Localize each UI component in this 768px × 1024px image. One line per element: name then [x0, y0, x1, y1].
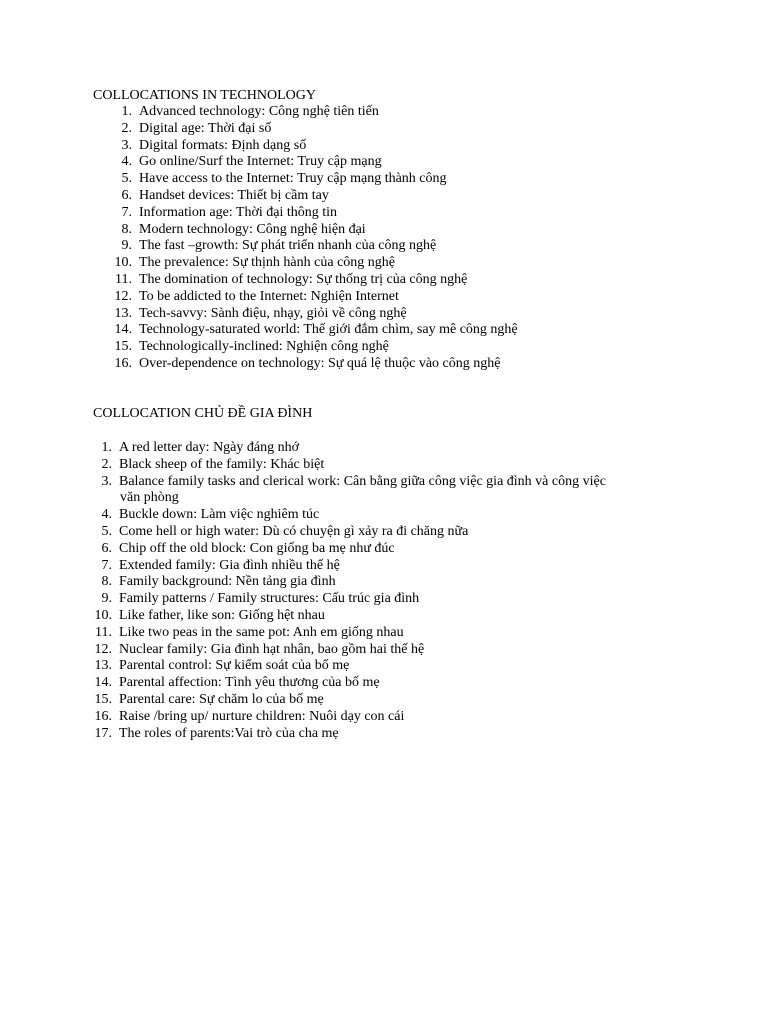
- family-item-main-text: Family background: Nền tảng gia đình: [119, 574, 336, 590]
- tech-item-main-text: Modern technology: Công nghệ hiện đại: [139, 221, 366, 237]
- tech-collocation-list: [112, 104, 712, 373]
- family-list-item: [94, 591, 694, 608]
- family-item-text: [119, 709, 404, 726]
- family-item-text: [119, 675, 380, 692]
- family-list-item: [94, 574, 694, 591]
- family-list-item: [94, 541, 694, 558]
- family-item-text: [119, 558, 340, 575]
- family-item-number: 16.: [94, 708, 112, 724]
- tech-item-number: 10.: [114, 255, 132, 271]
- family-item-main-text: A red letter day: Ngày đáng nhớ: [119, 440, 300, 455]
- tech-list-item: [112, 171, 712, 188]
- family-item-main-text: Extended family: Gia đình nhiều thế hệ: [119, 557, 340, 573]
- family-list-item: [94, 675, 694, 692]
- tech-item-main-text: The domination of technology: Sự thống trị của công nghệ: [139, 271, 468, 287]
- tech-item-number: 2.: [121, 120, 132, 136]
- tech-list-item: [112, 238, 712, 255]
- family-list-item: [94, 709, 694, 726]
- family-item-number: 7.: [101, 557, 112, 573]
- family-item-number: 12.: [94, 641, 112, 657]
- family-item-main-text: Raise /bring up/ nurture children: Nuôi dạy con cái: [119, 708, 405, 724]
- tech-item-number: 3.: [121, 137, 132, 153]
- family-item-number: 13.: [94, 658, 112, 674]
- tech-item-text: [139, 339, 389, 356]
- tech-item-number: 16.: [114, 355, 132, 371]
- tech-item-number: 6.: [121, 187, 132, 203]
- tech-item-number: 4.: [121, 154, 132, 170]
- tech-item-main-text: The fast –growth: Sự phát triển nhanh của công nghệ: [139, 238, 437, 254]
- family-item-text: [119, 440, 299, 457]
- family-item-text: [119, 457, 324, 474]
- family-item-number: 8.: [101, 574, 112, 590]
- tech-item-main-text: The prevalence: Sự thịnh hành của công nghệ: [139, 255, 395, 271]
- tech-item-main-text: Technology-saturated world: Thế giới đắm chìm, say mê công nghệ: [139, 322, 518, 338]
- tech-list-item: [112, 205, 712, 222]
- family-item-text: [119, 625, 404, 642]
- tech-item-main-text: Have access to the Internet: Truy cập mạng thành công: [139, 171, 447, 187]
- family-item-number: 15.: [94, 691, 112, 707]
- family-list-item: [94, 558, 694, 575]
- tech-item-text: [139, 121, 271, 138]
- tech-item-number: 14.: [114, 322, 132, 338]
- family-item-text: [119, 658, 349, 675]
- family-item-continuation-text: văn phòng: [120, 490, 179, 506]
- tech-item-text: [139, 171, 447, 188]
- tech-item-text: [139, 255, 395, 272]
- family-item-main-text: Parental care: Sự chăm lo của bố mẹ: [119, 691, 324, 707]
- tech-list-item: [112, 339, 712, 356]
- tech-list-item: [112, 188, 712, 205]
- tech-list-item: [112, 255, 712, 272]
- tech-item-main-text: Technologically-inclined: Nghiện công nghệ: [139, 339, 389, 355]
- family-item-text: [119, 642, 424, 659]
- tech-list-item: [112, 356, 712, 373]
- family-item-main-text: The roles of parents:Vai trò của cha mẹ: [119, 725, 339, 741]
- tech-item-main-text: Go online/Surf the Internet: Truy cập mạng: [139, 154, 382, 170]
- family-item-text: [119, 692, 324, 709]
- tech-item-text: [139, 188, 329, 205]
- family-item-main-text: Balance family tasks and clerical work: Cân bằng giữa công việc gia đình và công việc: [119, 473, 606, 489]
- family-list-item: [94, 457, 694, 474]
- tech-item-text: [139, 356, 500, 373]
- family-section-heading: COLLOCATION CHỦ ĐỀ GIA ĐÌNH: [93, 406, 313, 421]
- tech-item-text: [139, 306, 407, 323]
- tech-list-item: [112, 306, 712, 323]
- tech-list-item: [112, 121, 712, 138]
- tech-item-text: [139, 222, 366, 239]
- family-list-item: [94, 507, 694, 524]
- family-list-item: [94, 692, 694, 709]
- tech-item-text: [139, 272, 467, 289]
- family-item-main-text: Come hell or high water: Dù có chuyện gì xảy ra đi chăng nữa: [119, 523, 469, 539]
- tech-item-number: 9.: [121, 238, 132, 254]
- tech-list-item: [112, 289, 712, 306]
- family-list-item-continuation: [94, 490, 694, 507]
- tech-item-text: [139, 104, 379, 121]
- family-list-item: [94, 658, 694, 675]
- family-list-item: [94, 474, 694, 491]
- family-item-number: 2.: [101, 456, 112, 472]
- family-item-text: [119, 574, 336, 591]
- tech-item-number: 11.: [115, 271, 132, 287]
- family-item-number: 9.: [101, 591, 112, 607]
- tech-item-text: [139, 238, 436, 255]
- family-item-text: [119, 541, 395, 558]
- tech-list-item: [112, 222, 712, 239]
- family-item-text: [119, 524, 468, 541]
- family-collocation-list: [94, 440, 694, 742]
- tech-item-main-text: Digital age: Thời đại số: [139, 120, 272, 136]
- tech-item-main-text: To be addicted to the Internet: Nghiện Internet: [139, 288, 399, 304]
- tech-item-number: 13.: [114, 305, 132, 321]
- family-item-number: 3.: [101, 473, 112, 489]
- family-item-main-text: Black sheep of the family: Khác biệt: [119, 456, 325, 472]
- tech-item-main-text: Over-dependence on technology: Sự quá lệ thuộc vào công nghệ: [139, 355, 501, 371]
- family-item-main-text: Like two peas in the same pot: Anh em giống nhau: [119, 624, 404, 640]
- tech-item-text: [139, 205, 337, 222]
- tech-list-item: [112, 104, 712, 121]
- tech-list-item: [112, 154, 712, 171]
- family-list-item: [94, 440, 694, 457]
- family-item-number: 1.: [101, 440, 112, 455]
- tech-section-heading: COLLOCATIONS IN TECHNOLOGY: [93, 88, 316, 103]
- tech-item-number: 8.: [121, 221, 132, 237]
- tech-item-number: 1.: [121, 104, 132, 119]
- tech-item-number: 12.: [114, 288, 132, 304]
- family-item-number: 6.: [101, 540, 112, 556]
- family-item-main-text: Family patterns / Family structures: Cấu trúc gia đình: [119, 591, 420, 607]
- family-item-text: [119, 474, 606, 491]
- family-item-number: 17.: [94, 725, 112, 741]
- tech-item-text: [139, 138, 306, 155]
- family-list-item: [94, 524, 694, 541]
- family-item-number: 10.: [94, 607, 112, 623]
- tech-item-text: [139, 154, 382, 171]
- family-item-main-text: Nuclear family: Gia đình hạt nhân, bao gồm hai thế hệ: [119, 641, 425, 657]
- tech-item-text: [139, 322, 518, 339]
- family-item-number: 14.: [94, 675, 112, 691]
- tech-item-main-text: Handset devices: Thiết bị cầm tay: [139, 187, 329, 203]
- family-list-item: [94, 642, 694, 659]
- family-item-text: [119, 608, 325, 625]
- tech-item-main-text: Digital formats: Định dạng số: [139, 137, 307, 153]
- tech-item-number: 5.: [121, 171, 132, 187]
- tech-item-main-text: Advanced technology: Công nghệ tiên tiến: [139, 104, 379, 119]
- family-item-main-text: Parental control: Sự kiểm soát của bố mẹ: [119, 658, 350, 674]
- family-item-number: 4.: [101, 507, 112, 523]
- tech-item-main-text: Information age: Thời đại thông tin: [139, 204, 338, 220]
- tech-list-item: [112, 138, 712, 155]
- family-item-main-text: Parental affection: Tình yêu thương của bố mẹ: [119, 675, 380, 691]
- family-list-item: [94, 625, 694, 642]
- family-list-item: [94, 608, 694, 625]
- family-item-main-text: Buckle down: Làm việc nghiêm túc: [119, 507, 320, 523]
- family-item-main-text: Chip off the old block: Con giống ba mẹ như đúc: [119, 540, 395, 556]
- family-item-text: [119, 507, 319, 524]
- tech-list-item: [112, 322, 712, 339]
- family-item-text: [119, 591, 419, 608]
- tech-list-item: [112, 272, 712, 289]
- tech-item-number: 7.: [121, 204, 132, 220]
- tech-item-number: 15.: [114, 339, 132, 355]
- family-item-main-text: Like father, like son: Giống hệt nhau: [119, 607, 325, 623]
- family-list-item: [94, 726, 694, 743]
- tech-item-main-text: Tech-savvy: Sành điệu, nhạy, giỏi về công nghệ: [139, 305, 407, 321]
- family-item-text: [119, 726, 339, 743]
- family-item-number: 11.: [95, 624, 112, 640]
- tech-item-text: [139, 289, 399, 306]
- family-item-number: 5.: [101, 523, 112, 539]
